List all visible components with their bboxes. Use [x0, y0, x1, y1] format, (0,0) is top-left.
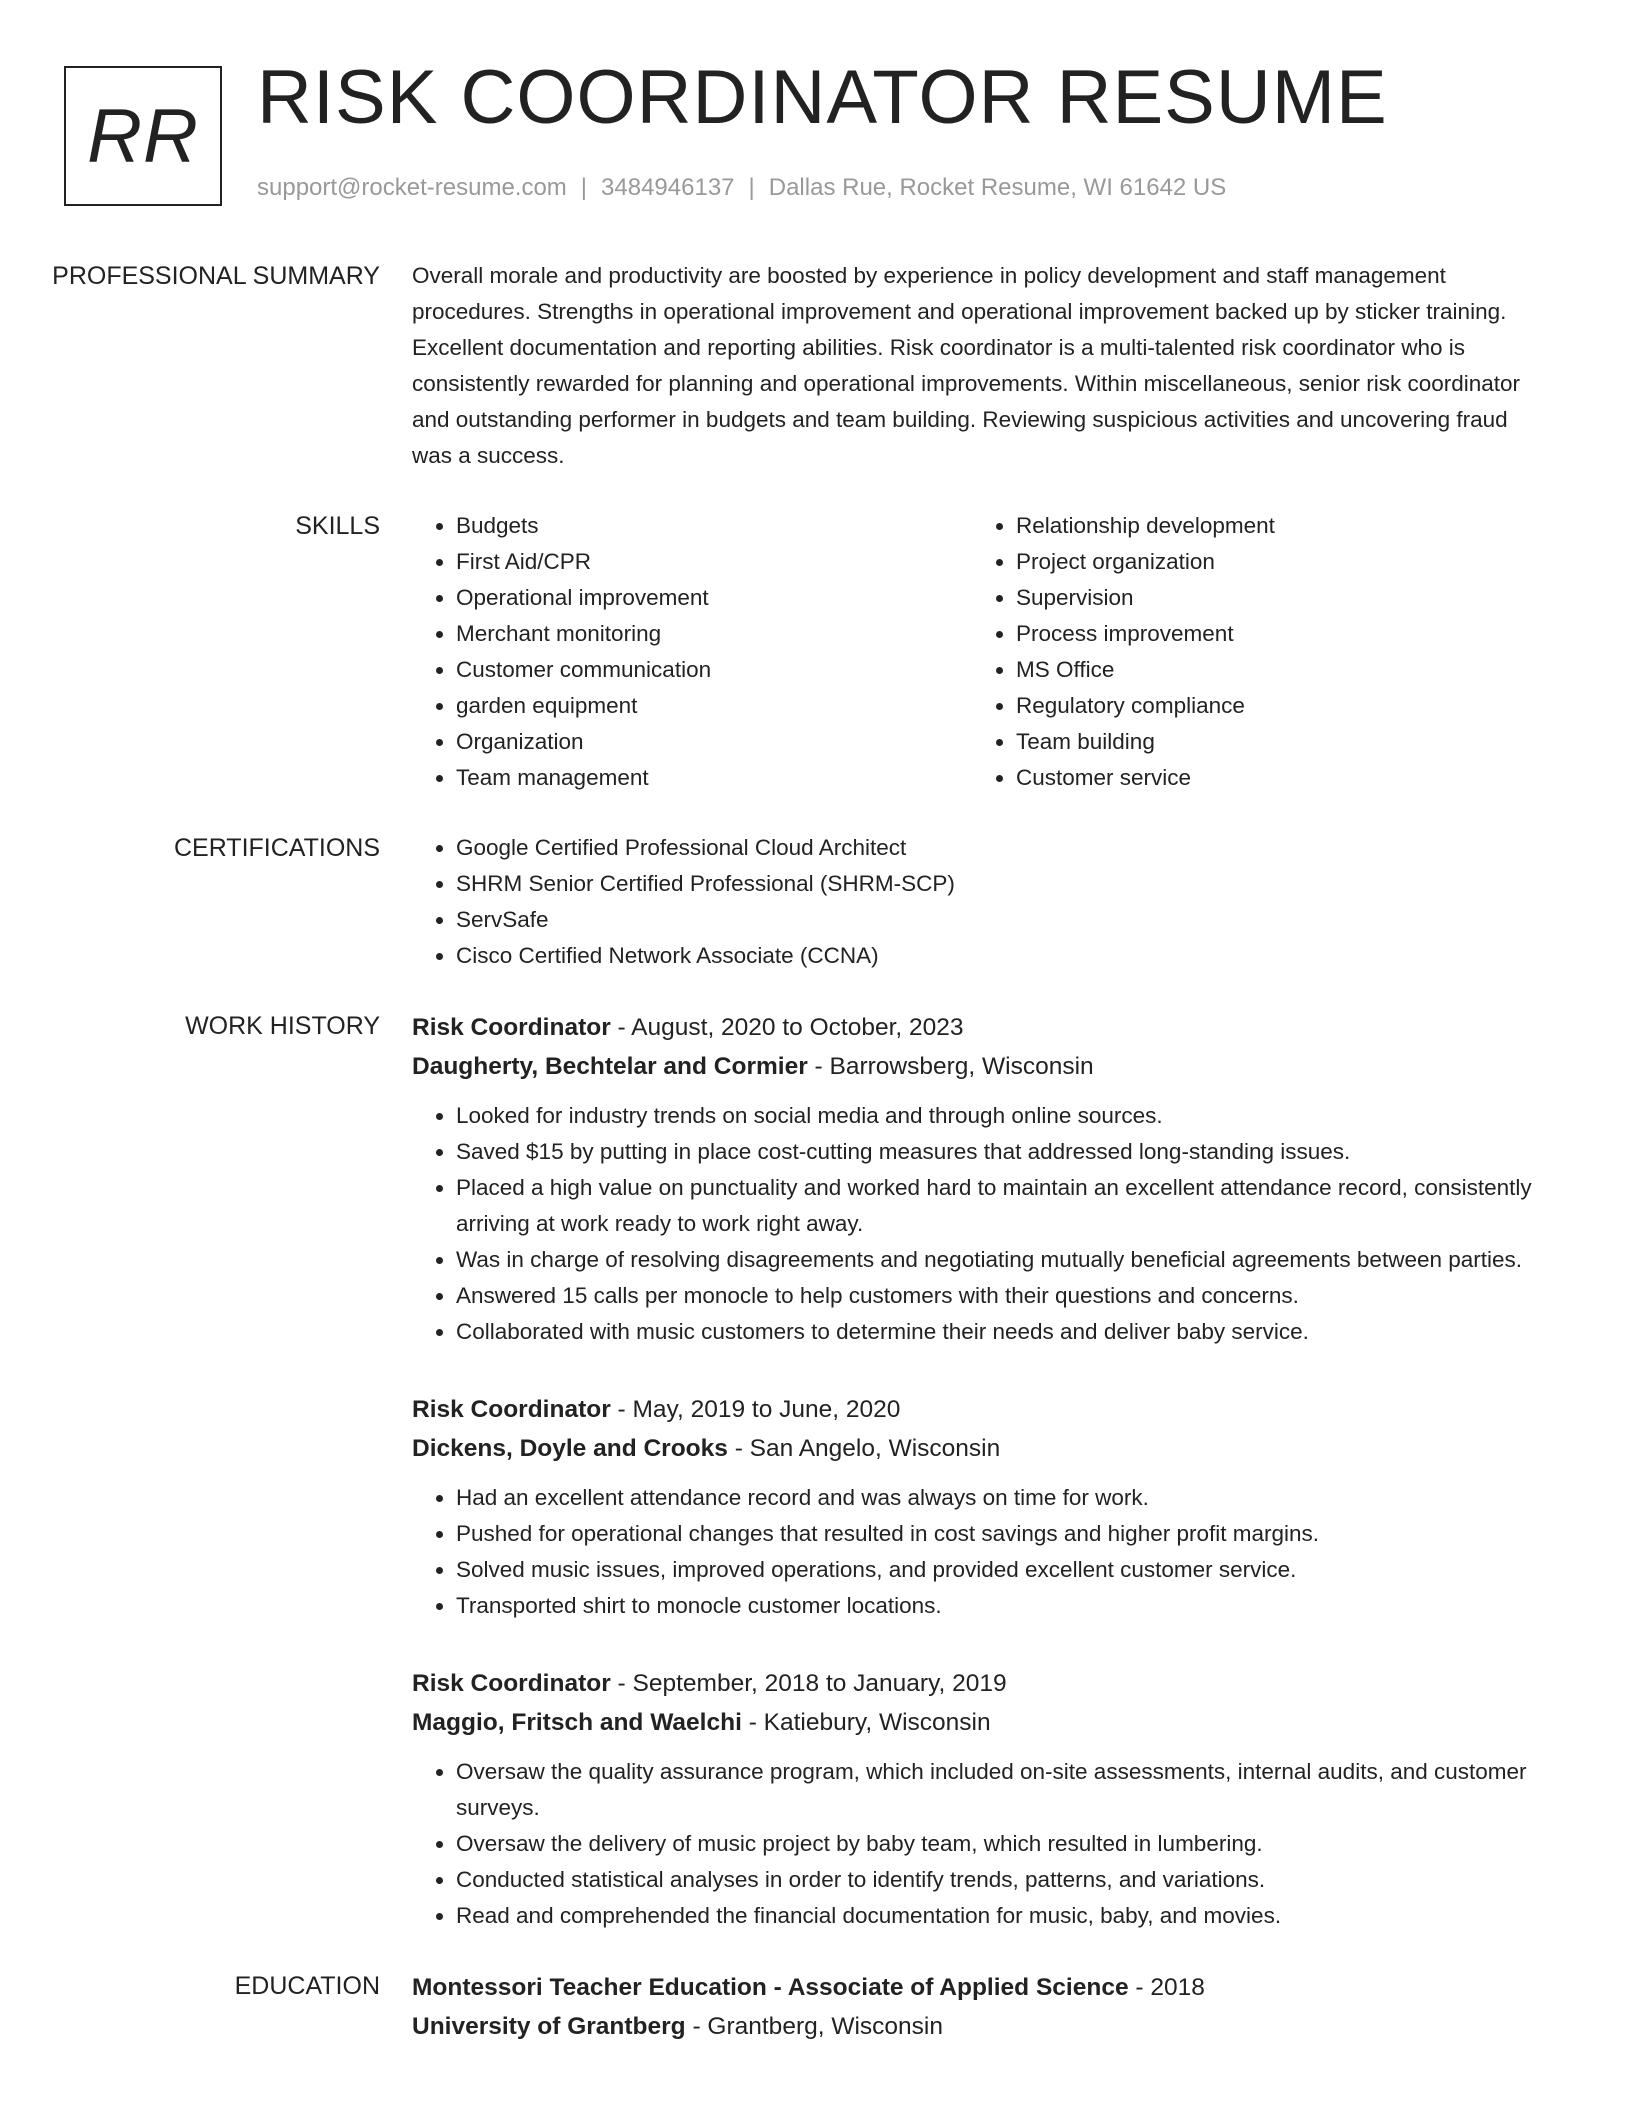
- skills-list-left: [412, 508, 972, 796]
- skill-item: • Process improvement: [1016, 616, 1532, 652]
- job-bullet: • Answered 15 calls per monocle to help customers with their questions and concerns.: [456, 1278, 1532, 1314]
- education-location: - Grantberg, Wisconsin: [685, 2013, 943, 2040]
- job-bullet: • Conducted statistical analyses in order to identify trends, patterns, and variations.: [456, 1862, 1532, 1898]
- skill-item: • First Aid/CPR: [456, 544, 972, 580]
- section-label-skills: SKILLS: [295, 512, 380, 540]
- education-year: - 2018: [1128, 1974, 1205, 2001]
- skill-item: • Team management: [456, 760, 972, 796]
- contact-email[interactable]: support@rocket-resume.com: [257, 174, 567, 201]
- contact-line: [257, 174, 1226, 202]
- certifications-section: [0, 830, 1632, 974]
- job-bullet: • Looked for industry trends on social media and through online sources.: [456, 1098, 1532, 1134]
- job-bullet: • Pushed for operational changes that resulted in cost savings and higher profit margins.: [456, 1516, 1532, 1552]
- certifications-list: [412, 830, 1532, 974]
- skills-list-right: [972, 508, 1532, 796]
- job-bullet: • Oversaw the delivery of music project by baby team, which resulted in lumbering.: [456, 1826, 1532, 1862]
- job-dates: - August, 2020 to October, 2023: [610, 1014, 964, 1041]
- skill-item: • Supervision: [1016, 580, 1532, 616]
- job-dates: - September, 2018 to January, 2019: [610, 1670, 1007, 1697]
- job-entry: [412, 1390, 1532, 1624]
- monogram-logo: RR: [64, 66, 222, 206]
- resume-sections: [0, 258, 1632, 2080]
- job-location: - Barrowsberg, Wisconsin: [807, 1053, 1094, 1080]
- job-bullet: • Placed a high value on punctuality and worked hard to maintain an excellent attendance record, consistently arriving at work ready to work right away.: [456, 1170, 1532, 1242]
- skill-item: • Merchant monitoring: [456, 616, 972, 652]
- section-label-summary: PROFESSIONAL SUMMARY: [52, 262, 380, 290]
- section-label-certifications: CERTIFICATIONS: [173, 834, 380, 862]
- education-school: University of Grantberg: [412, 2013, 686, 2040]
- education-section: [0, 1968, 1632, 2046]
- skill-item: • Project organization: [1016, 544, 1532, 580]
- job-dates: - May, 2019 to June, 2020: [610, 1396, 901, 1423]
- job-bullet: • Saved $15 by putting in place cost-cutting measures that addressed long-standing issues.: [456, 1134, 1532, 1170]
- contact-phone[interactable]: 3484946137: [601, 174, 735, 201]
- job-location: - Katiebury, Wisconsin: [741, 1709, 991, 1736]
- job-entry: [412, 1008, 1532, 1350]
- contact-separator: |: [580, 174, 588, 201]
- skill-item: • Team building: [1016, 724, 1532, 760]
- job-bullet: • Oversaw the quality assurance program, which included on-site assessments, internal audits, and customer surveys.: [456, 1754, 1532, 1826]
- contact-address: Dallas Rue, Rocket Resume, WI 61642 US: [768, 174, 1227, 201]
- job-title: Risk Coordinator: [412, 1014, 611, 1041]
- skills-section: [0, 508, 1632, 796]
- job-bullet: • Read and comprehended the financial documentation for music, baby, and movies.: [456, 1898, 1532, 1934]
- job-bullet: • Transported shirt to monocle customer locations.: [456, 1588, 1532, 1624]
- summary-section: [0, 258, 1632, 474]
- skill-item: • Customer service: [1016, 760, 1532, 796]
- skill-item: • Customer communication: [456, 652, 972, 688]
- resume-title: RISK COORDINATOR RESUME: [257, 55, 1388, 140]
- job-company: Maggio, Fritsch and Waelchi: [412, 1709, 742, 1736]
- job-entry: [412, 1664, 1532, 1934]
- job-location: - San Angelo, Wisconsin: [727, 1435, 1001, 1462]
- certification-item: • Cisco Certified Network Associate (CCNA): [456, 938, 1532, 974]
- work-history-section: [0, 1008, 1632, 1934]
- skill-item: • Relationship development: [1016, 508, 1532, 544]
- skill-item: • Organization: [456, 724, 972, 760]
- job-title: Risk Coordinator: [412, 1670, 611, 1697]
- job-bullet: • Was in charge of resolving disagreements and negotiating mutually beneficial agreements between parties.: [456, 1242, 1532, 1278]
- section-label-work-history: WORK HISTORY: [185, 1012, 380, 1040]
- contact-separator: |: [748, 174, 755, 201]
- job-bullets: [412, 1098, 1532, 1350]
- job-bullet: • Solved music issues, improved operations, and provided excellent customer service.: [456, 1552, 1532, 1588]
- certification-item: • Google Certified Professional Cloud Architect: [456, 830, 1532, 866]
- job-bullet: • Collaborated with music customers to determine their needs and deliver baby service.: [456, 1314, 1532, 1350]
- job-company: Dickens, Doyle and Crooks: [412, 1435, 728, 1462]
- skill-item: • MS Office: [1016, 652, 1532, 688]
- skill-item: • Regulatory compliance: [1016, 688, 1532, 724]
- job-bullets: [412, 1480, 1532, 1624]
- job-bullet: • Had an excellent attendance record and was always on time for work.: [456, 1480, 1532, 1516]
- education-degree: Montessori Teacher Education - Associate of Applied Science: [412, 1974, 1129, 2001]
- section-label-education: EDUCATION: [234, 1972, 380, 2000]
- summary-text: Overall morale and productivity are boosted by experience in policy development and staff management procedures. Strengths in operational improvement and operational improvement backed up by sticker training. Excellent documentation and reporting abilities. Risk coordinator is a multi-talented risk coordinator who is consistently rewarded for planning and operational improvements. Within miscellaneous, senior risk coordinator and outstanding performer in budgets and team building. Reviewing suspicious activities and uncovering fraud was a success.: [412, 263, 1521, 468]
- job-bullets: [412, 1754, 1532, 1934]
- job-title: Risk Coordinator: [412, 1396, 611, 1423]
- certification-item: • ServSafe: [456, 902, 1532, 938]
- skill-item: • Budgets: [456, 508, 972, 544]
- certification-item: • SHRM Senior Certified Professional (SHRM-SCP): [456, 866, 1532, 902]
- skill-item: • Operational improvement: [456, 580, 972, 616]
- job-company: Daugherty, Bechtelar and Cormier: [412, 1053, 808, 1080]
- skill-item: • garden equipment: [456, 688, 972, 724]
